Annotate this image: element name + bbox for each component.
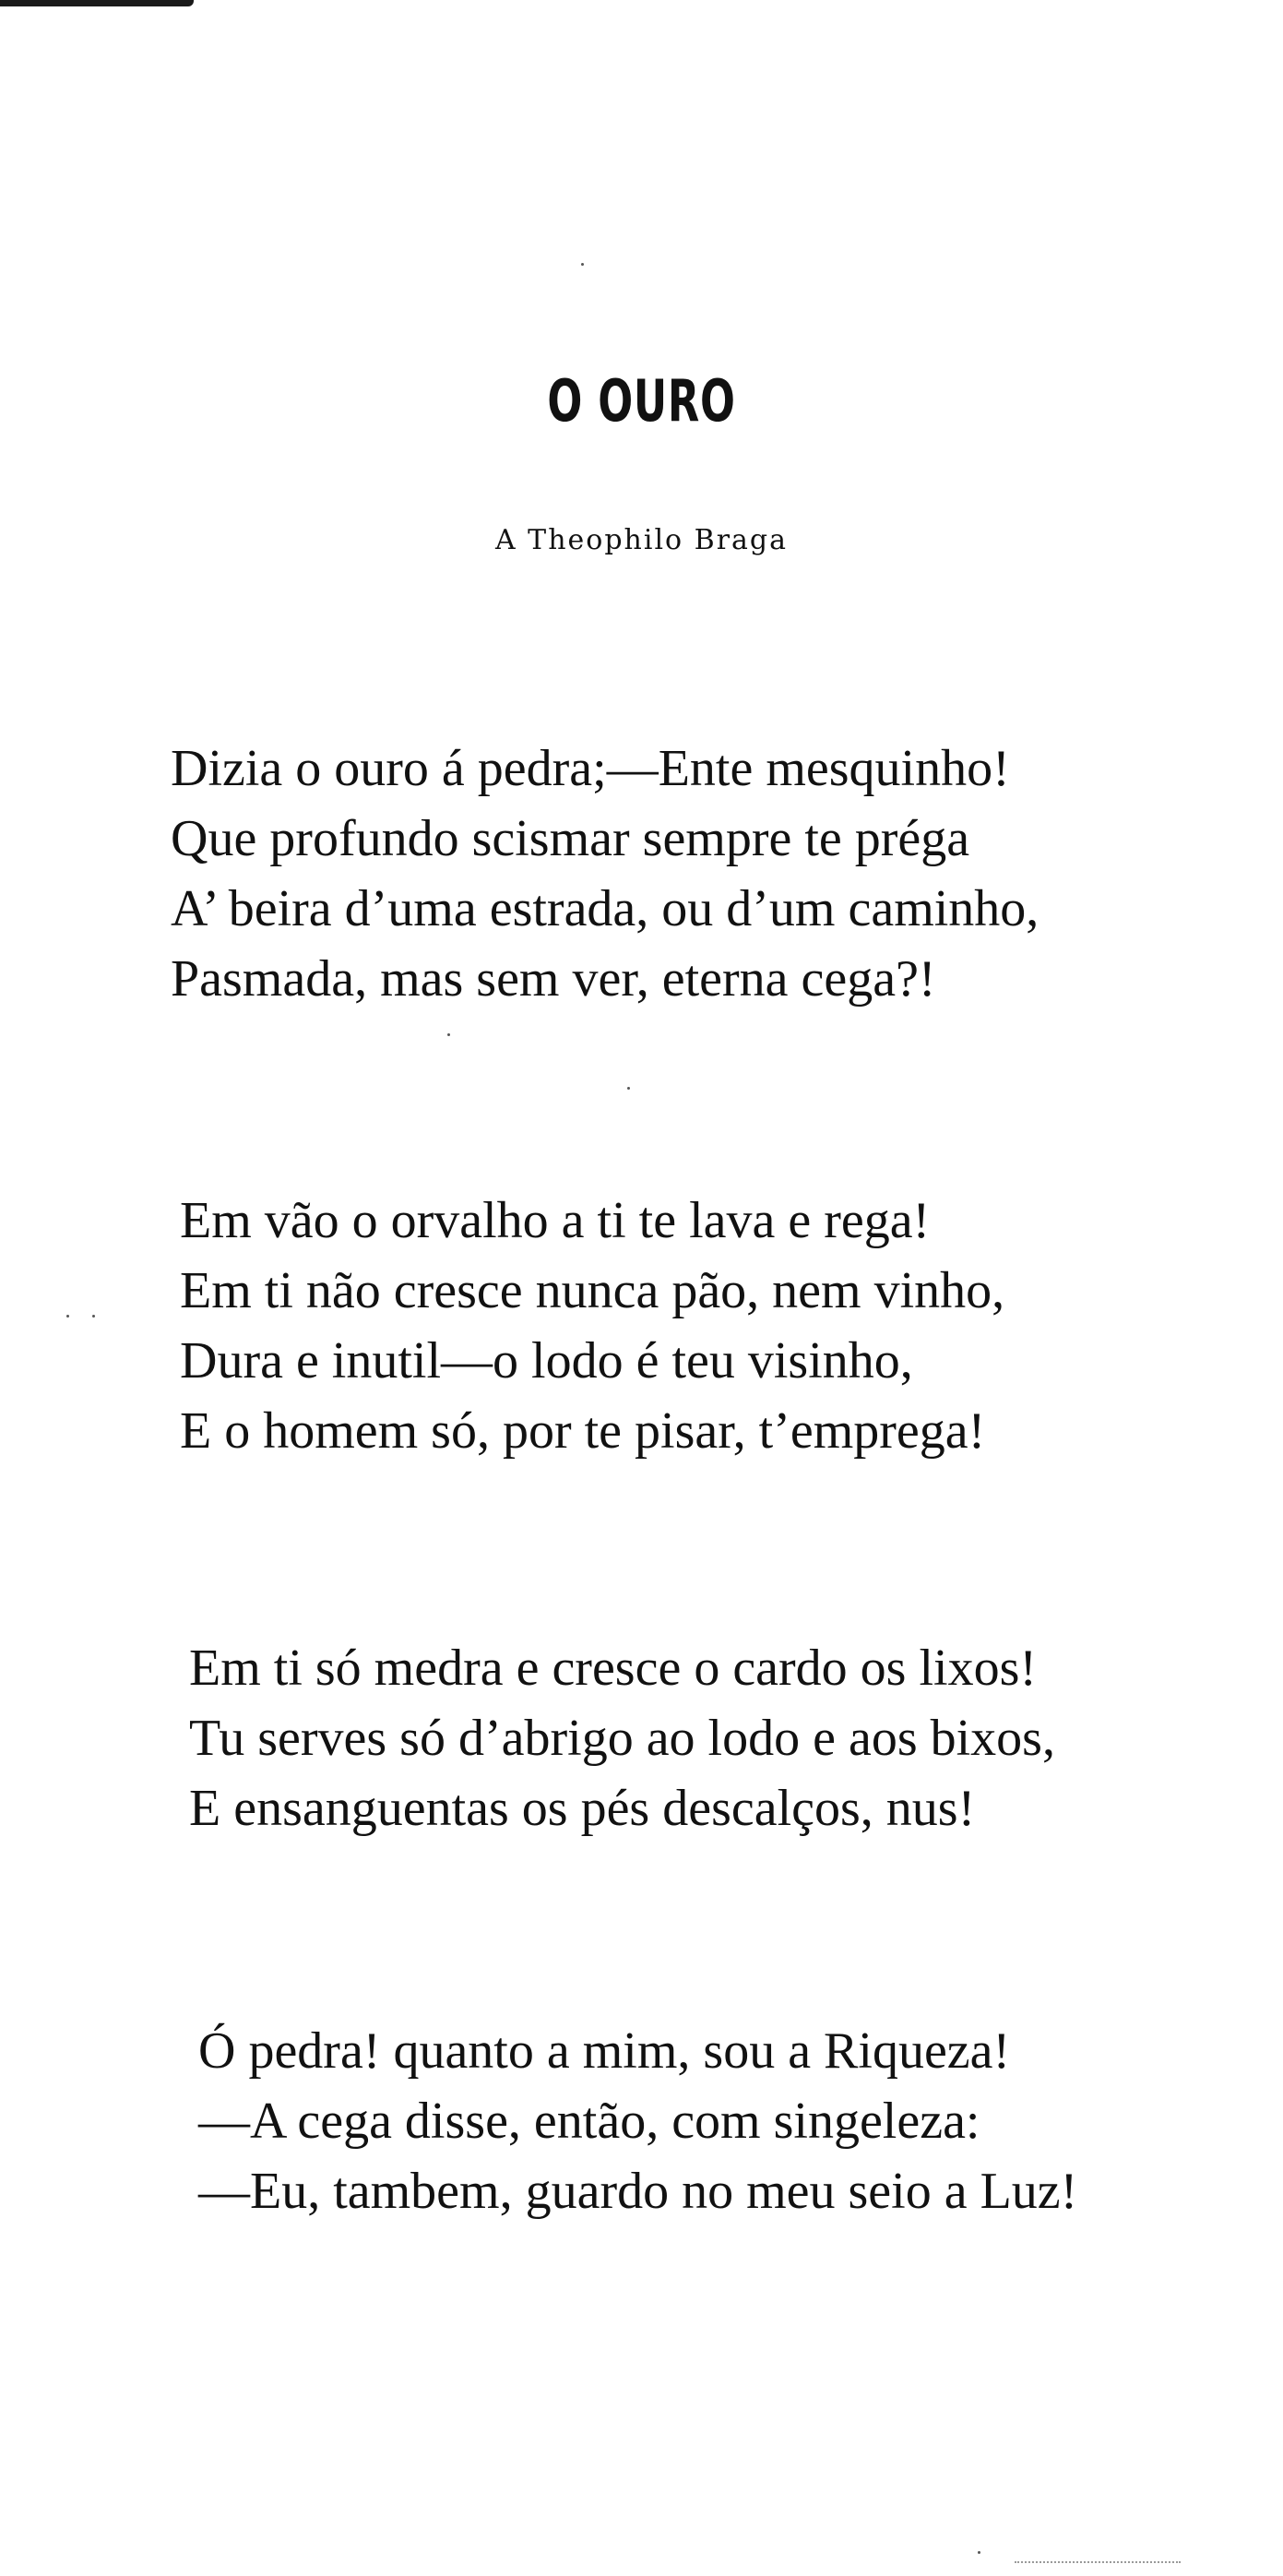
bottom-rule [1015, 2561, 1181, 2565]
poem-line: Dura e inutil—o lodo é teu visinho, [180, 1332, 913, 1389]
paper-speck [66, 1315, 69, 1318]
poem-line: Em ti só medra e cresce o cardo os lixos! [189, 1640, 1038, 1697]
paper-speck [581, 263, 584, 266]
poem-line: —Eu, tambem, guardo no meu seio a Luz! [198, 2163, 1078, 2220]
stanza-4 [198, 2016, 1077, 2226]
paper-speck [978, 2551, 980, 2554]
poem-line: Ó pedra! quanto a mim, sou a Riqueza! [198, 2022, 1011, 2080]
paper-speck [92, 1315, 95, 1318]
poem-dedication: A Theophilo Braga [494, 524, 789, 556]
poem-line: Pasmada, mas sem ver, eterna cega?! [171, 950, 936, 1008]
paper-speck [627, 1087, 630, 1090]
poem-line: —A cega disse, então, com singeleza: [198, 2093, 980, 2150]
poem-line: Dizia o ouro á pedra;—Ente mesquinho! [171, 740, 1010, 797]
poem-line: Em vão o orvalho a ti te lava e rega! [180, 1192, 931, 1249]
stanza-3 [189, 1633, 1055, 1843]
poem-line: A’ beira d’uma estrada, ou d’um caminho, [171, 880, 1039, 937]
stanza-2 [180, 1186, 1004, 1466]
top-rule [0, 0, 194, 6]
paper-speck [447, 1033, 450, 1036]
poem-line: Em ti não cresce nunca pão, nem vinho, [180, 1262, 1005, 1319]
poem-line: E ensanguentas os pés descalços, nus! [189, 1780, 976, 1837]
poem-line: Que profundo scismar sempre te préga [171, 810, 970, 867]
stanza-1 [171, 733, 1039, 1014]
poem-title: O OURO [547, 367, 736, 435]
poem-line: Tu serves só d’abrigo ao lodo e aos bixos, [189, 1710, 1055, 1767]
poem-line: E o homem só, por te pisar, t’emprega! [180, 1402, 986, 1460]
